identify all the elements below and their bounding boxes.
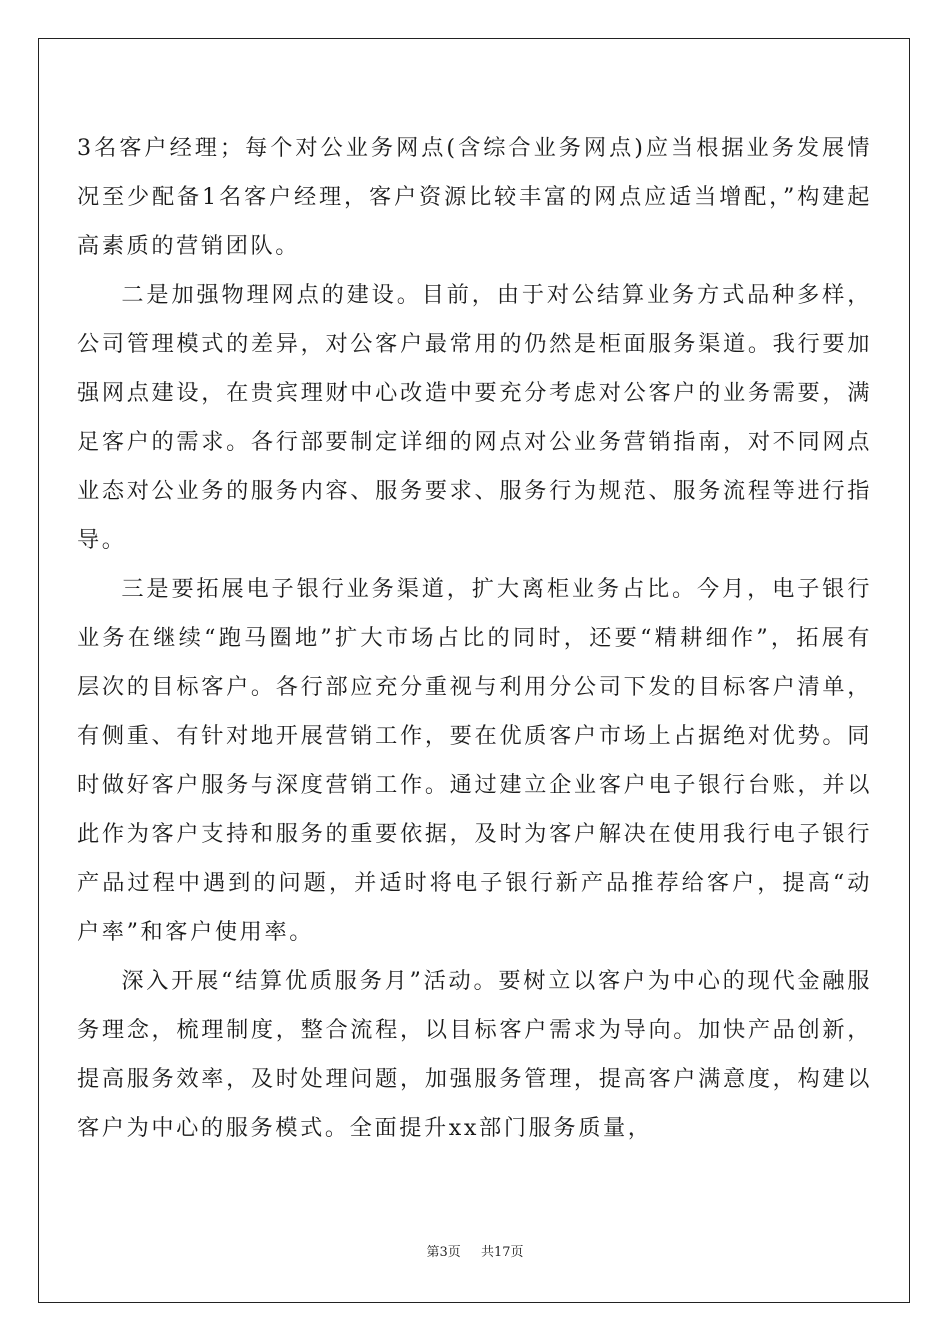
paragraph-1: 3名客户经理；每个对公业务网点(含综合业务网点)应当根据业务发展情况至少配备1名客户经理，客户资源比较丰富的网点应适当增配，”构建起高素质的营销团队。 (77, 135, 872, 259)
paragraph-3: 三是要拓展电子银行业务渠道，扩大离柜业务占比。今月，电子银行业务在继续“跑马圈地”扩大市场占比的同时，还要“精耕细作”，拓展有层次的目标客户。各行部应充分重视与利用分公司下发的目标客户清单，有侧重、有针对地开展营销工作，要在优质客户市场上占据绝对优势。同时做好客户服务与深度营销工作。通过建立企业客户电子银行台账，并以此作为客户支持和服务的重要依据，及时为客户解决在使用我行电子银行产品过程中遇到的问题，并适时将电子银行新产品推荐给客户，提高“动户率”和客户使用率。 (77, 576, 872, 945)
total-pages: 共17页 (481, 1245, 524, 1260)
document-body (77, 124, 872, 1153)
page-number: 第3页 (426, 1245, 461, 1260)
paragraph-2: 二是加强物理网点的建设。目前，由于对公结算业务方式品种多样，公司管理模式的差异，对公客户最常用的仍然是柜面服务渠道。我行要加强网点建设，在贵宾理财中心改造中要充分考虑对公客户的业务需要，满足客户的需求。各行部要制定详细的网点对公业务营销指南，对不同网点业态对公业务的服务内容、服务要求、服务行为规范、服务流程等进行指导。 (77, 282, 872, 553)
paragraph-4: 深入开展“结算优质服务月”活动。要树立以客户为中心的现代金融服务理念，梳理制度，整合流程，以目标客户需求为导向。加快产品创新，提高服务效率，及时处理问题，加强服务管理，提高客户满意度，构建以客户为中心的服务模式。全面提升xx部门服务质量， (77, 968, 872, 1141)
page-footer (0, 1241, 950, 1260)
